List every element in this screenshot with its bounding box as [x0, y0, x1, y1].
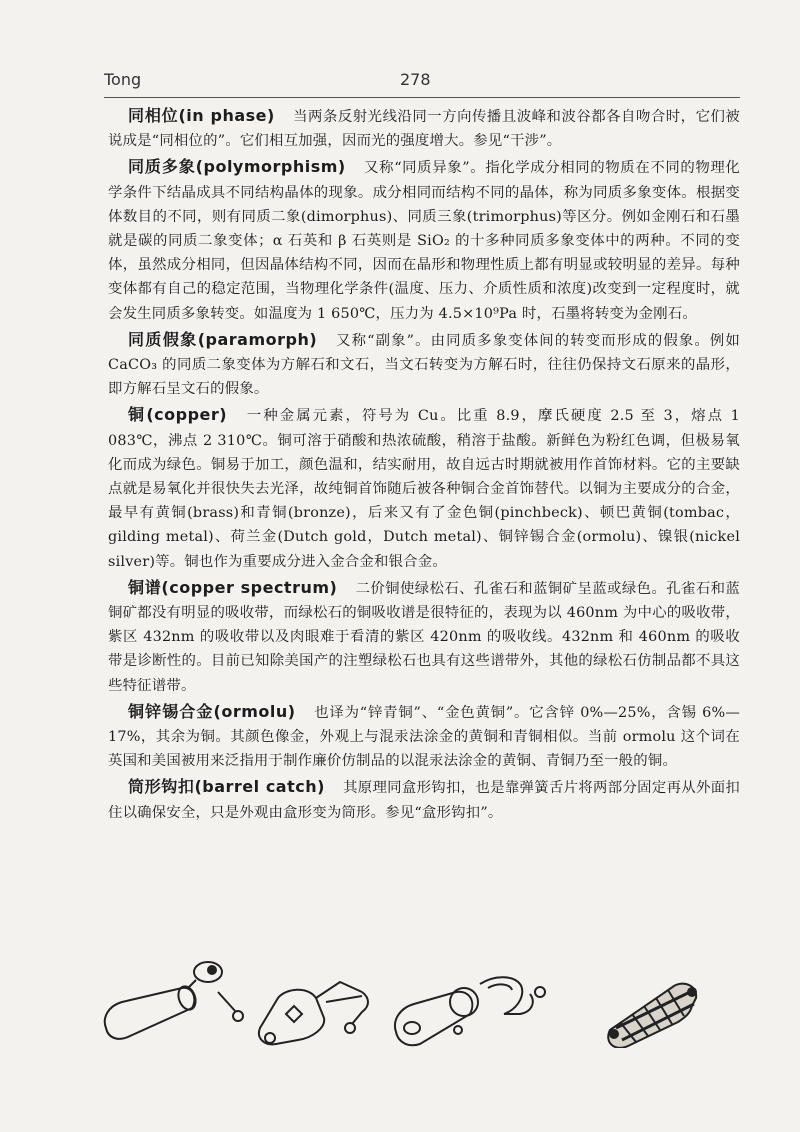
entry-barrel-catch	[108, 775, 740, 824]
entry-body: 又称“副象”。由同质多象变体间的转变而形成的假象。例如 CaCO₃ 的同质二象变体为方解石和文石，当文石转变为方解石时，往往仍保持文石原来的晶形，即方解石呈文石的假象。	[108, 332, 740, 398]
entry-ormolu	[108, 700, 740, 774]
barrel-catch-halves-icon	[259, 982, 368, 1044]
entry-body: 其原理同盒形钩扣，也是靠弹簧舌片将两部分固定再从外面扣住以确保安全，只是外观由盒形变为筒形。参见“盒形钩扣”。	[108, 780, 741, 821]
entry-in-phase	[108, 104, 740, 153]
header-rule	[104, 97, 740, 98]
running-head: Tong	[104, 70, 142, 89]
page-header	[104, 70, 740, 98]
barrel-catch-ribbed-icon	[608, 984, 696, 1048]
page-number: 278	[400, 70, 431, 89]
entry-term: 铜锌锡合金(ormolu)	[128, 701, 296, 721]
entry-body: 二价铜使绿松石、孔雀石和蓝铜矿呈蓝或绿色。孔雀石和蓝铜矿都没有明显的吸收带，而绿松石的铜吸收谱是很特征的，表现为以 460nm 为中心的吸收带，紫区 432nm 的吸收带以及肉眼难于看清的紫区 420nm 的吸收线。432nm 和 460nm 的吸收带是诊断性的。目前已知除美国产的注塑绿松石也具有这些谱带外，其他的绿松石仿制品都不具这些特征谱带。	[108, 580, 740, 694]
entry-term: 铜谱(copper spectrum)	[128, 577, 338, 597]
entry-body: 又称“同质异象”。指化学成分相同的物质在不同的物理化学条件下结晶成具不同结构晶体的现象。成分相同而结构不同的晶体，称为同质多象变体。根据变体数目的不同，则有同质二象(dimorphus)、同质三象(trimorphus)等区分。例如金刚石和石墨就是碳的同质二象变体；α 石英和 β 石英则是 SiO₂ 的十多种同质多象变体中的两种。不同的变体，虽然成分相同，但因晶体结构不同，因而在晶形和物理性质上都有明显或较明显的差异。每种变体都有自己的稳定范围，当物理化学条件(温度、压力、介质性质和浓度)改变到一定程度时，就会发生同质多象转变。如温度为 1 650℃，压力为 4.5×10⁹Pa 时，石墨将转变为金刚石。	[108, 160, 740, 322]
entry-term: 同相位(in phase)	[128, 106, 275, 125]
entry-paramorph	[108, 328, 740, 402]
barrel-catch-figure	[100, 958, 720, 1048]
entry-polymorphism	[108, 155, 740, 325]
entry-body: 一种金属元素，符号为 Cu。比重 8.9，摩氏硬度 2.5 至 3，熔点 1 083℃，沸点 2 310℃。铜可溶于硝酸和热浓硫酸，稍溶于盐酸。新鲜色为粉红色调，但极易氧化而成为绿色。铜易于加工，颜色温和，结实耐用，故自远古时期就被用作首饰材料。它的主要缺点就是易氧化并很快失去光泽，故纯铜首饰随后被各种铜合金首饰替代。以铜为主要成分的合金，最早有黄铜(brass)和青铜(bronze)，后来又有了金色铜(pinchbeck)、顿巴黄铜(tombac，gilding metal)、荷兰金(Dutch gold，Dutch metal)、铜锌锡合金(ormolu)、镍银(nickel silver)等。铜也作为重要成分进入金合金和银合金。	[108, 408, 740, 570]
entry-term: 同质假象(paramorph)	[128, 329, 318, 349]
entry-term: 筒形钩扣(barrel catch)	[128, 777, 325, 797]
entry-copper	[108, 403, 740, 573]
entry-body: 也译为“锌青铜”、“金色黄铜”。它含锌 0%—25%，含锡 6%—17%，其余为铜。其颜色像金，外观上与混汞法涂金的黄铜和青铜相似。当前 ormolu 这个词在英国和美国被用来泛指用于制作廉价仿制品的以混汞法涂金的黄铜、青铜乃至一般的铜。	[108, 704, 740, 770]
entry-term: 同质多象(polymorphism)	[128, 157, 346, 177]
entry-body: 当两条反射光线沿同一方向传播且波峰和波谷都各自吻合时，它们被说成是“同相位的”。它们相互加强，因而光的强度增大。参见“干涉”。	[108, 109, 740, 150]
entry-term: 铜(copper)	[128, 405, 228, 425]
entry-copper-spectrum	[108, 576, 740, 698]
entry-list	[108, 104, 740, 827]
barrel-catch-cylinder-icon	[395, 977, 545, 1045]
barrel-catch-illustrations-icon	[100, 958, 720, 1048]
barrel-catch-open-icon	[105, 962, 243, 1039]
